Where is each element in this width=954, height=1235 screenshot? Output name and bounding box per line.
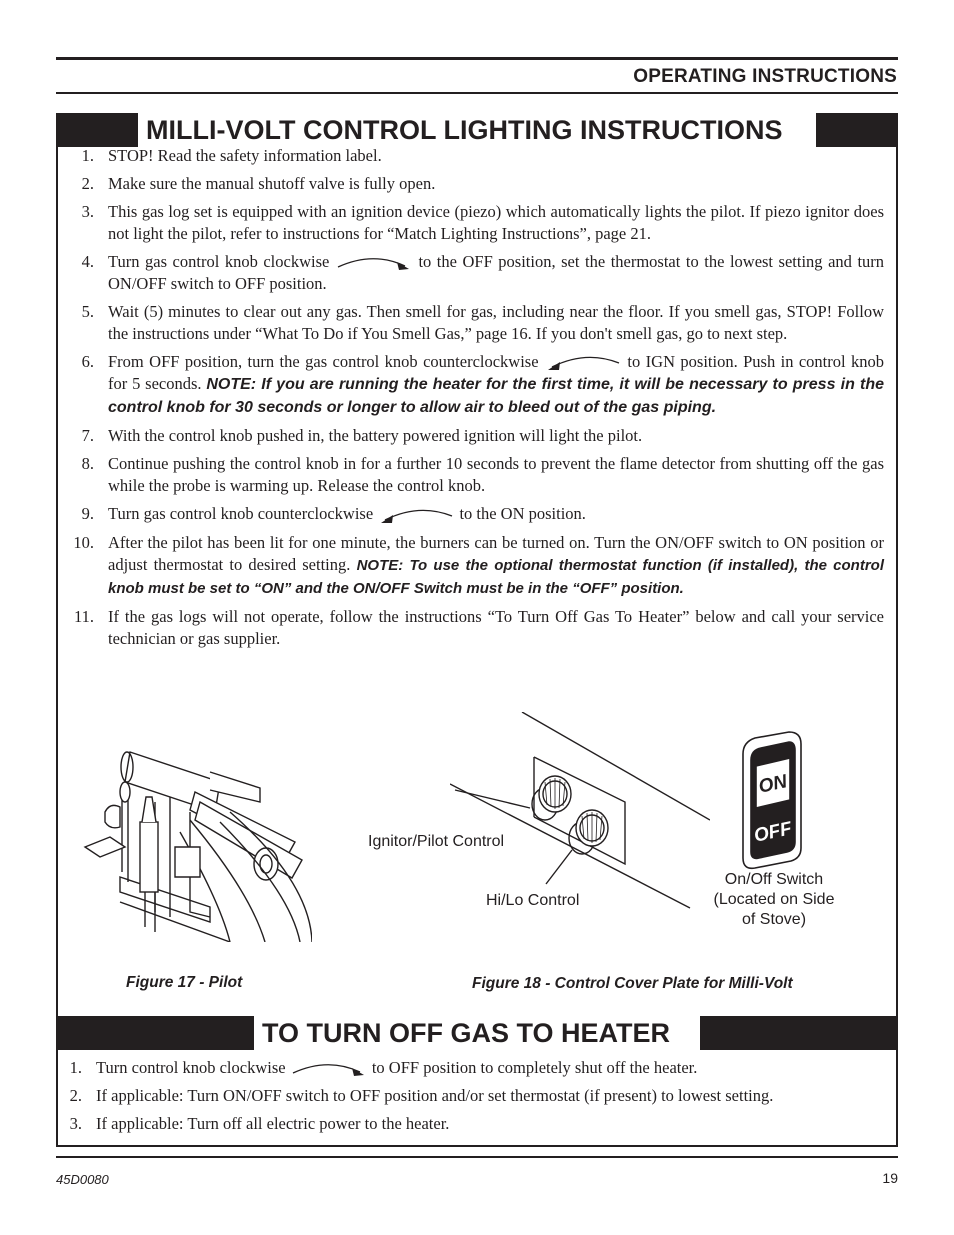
- hilo-control-label: Hi/Lo Control: [486, 892, 580, 909]
- list-item: 8. Continue pushing the control knob in for a further 10 seconds to prevent the flame detector from shutting off the gas while the probe is warming up. Release the control knob.: [81, 454, 884, 496]
- turnoff-steps: [54, 1057, 872, 1141]
- figure-18-caption: Figure 18 - Control Cover Plate for Milli-Volt: [472, 975, 793, 992]
- clockwise-arrow-icon: [335, 253, 413, 273]
- list-item: 3. This gas log set is equipped with an ignition device (piezo) which automatically lights the pilot. If piezo ignitor does not light the pilot, refer to instructions for “Match Lighting Instructions”, page 21.: [81, 202, 884, 243]
- turnoff-title: TO TURN OFF GAS TO HEATER: [254, 1016, 700, 1050]
- on-off-switch-label: On/Off Switch (Located on Side of Stove): [713, 871, 835, 928]
- clockwise-arrow-icon: [290, 1059, 368, 1079]
- footer-rule: [56, 1156, 898, 1158]
- pilot-illustration: [80, 742, 312, 942]
- lighting-steps: [66, 145, 884, 656]
- list-item: 9. Turn gas control knob counterclockwise to the ON position.: [66, 503, 884, 525]
- list-item: 3. If applicable: Turn off all electric power to the heater.: [69, 1114, 450, 1134]
- list-item: 5. Wait (5) minutes to clear out any gas. Then smell for gas, including near the floor. If you smell gas, STOP! Follow the instructions under “What To Do if You Smell Gas,” page 16. If you don't smell gas, go to next step.: [81, 302, 884, 344]
- list-item: 6. From OFF position, turn the gas control knob counterclockwise to IGN position. Push in control knob for 5 seconds. NOTE: If you are running the heater for the first time, it will be necessary to press in the control knob for 30 seconds or longer to allow air to bleed out of the gas piping.: [81, 352, 885, 417]
- switch-off-label: OFF: [752, 818, 794, 847]
- list-item: 4. Turn gas control knob clockwise to the OFF position, set the thermostat to the lowest setting and turn ON/OFF switch to OFF position.: [81, 252, 885, 294]
- list-item: 1. Turn control knob clockwise to OFF position to completely shut off the heater.: [54, 1057, 872, 1079]
- counterclockwise-arrow-icon: [544, 353, 622, 373]
- switch-on-label: ON: [756, 771, 790, 798]
- counterclockwise-arrow-icon: [377, 506, 455, 526]
- header-rule-top: [56, 57, 898, 60]
- figure-17-caption: Figure 17 - Pilot: [126, 974, 243, 991]
- list-item: 2. If applicable: Turn ON/OFF switch to OFF position and/or set thermostat (if present) to lowest setting.: [69, 1086, 774, 1106]
- header-rule-bottom: [56, 92, 898, 94]
- control-plate-illustration: [450, 712, 710, 912]
- list-item: 10. After the pilot has been lit for one minute, the burners can be turned on. Turn the ON/OFF switch to ON position or adjust thermostat to desired setting. NOTE: To use the optional thermostat function (if installed), the control knob must be set to “ON” and the ON/OFF Switch must be in the “OFF” position.: [73, 532, 885, 597]
- page-number: 19: [882, 1170, 898, 1186]
- list-item: 2. Make sure the manual shutoff valve is fully open.: [81, 174, 436, 193]
- list-item: 1. STOP! Read the safety information label.: [81, 146, 382, 165]
- list-item: 11. If the gas logs will not operate, follow the instructions “To Turn Off Gas To Heater” below and call your service technician or gas supplier.: [73, 606, 884, 648]
- section-header: OPERATING INSTRUCTIONS: [633, 66, 897, 87]
- on-off-switch-illustration: [735, 730, 807, 872]
- document-number: 45D0080: [56, 1172, 109, 1187]
- list-item: 7. With the control knob pushed in, the battery powered ignition will light the pilot.: [81, 426, 643, 446]
- lighting-title: MILLI-VOLT CONTROL LIGHTING INSTRUCTIONS: [138, 113, 816, 147]
- ignitor-pilot-label: Ignitor/Pilot Control: [368, 833, 505, 850]
